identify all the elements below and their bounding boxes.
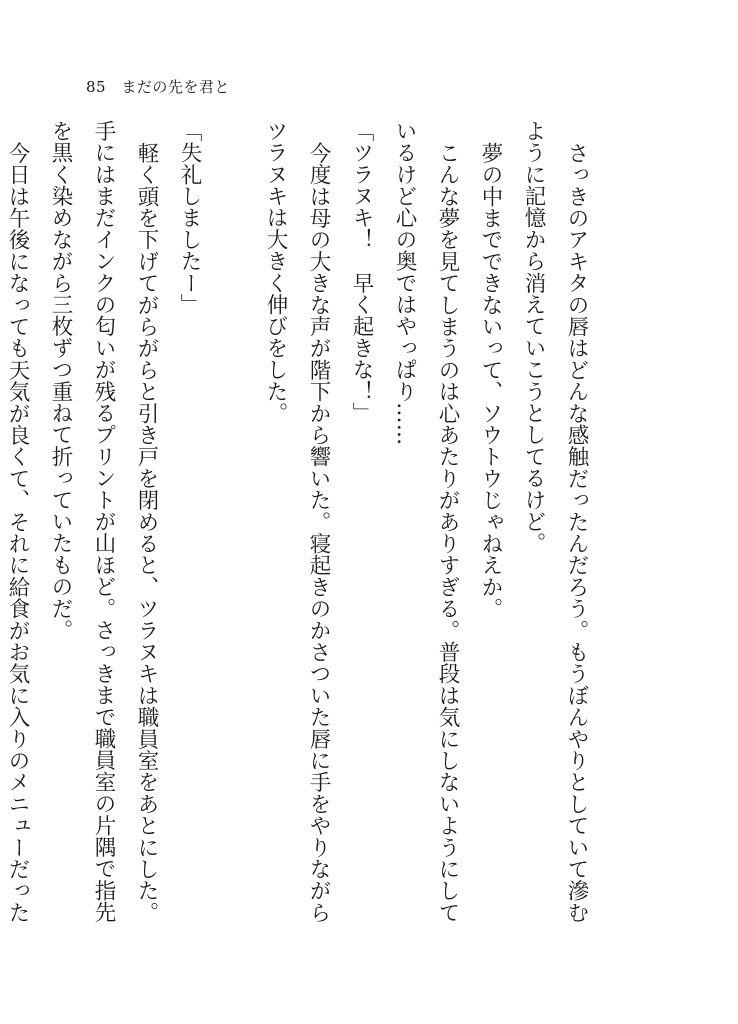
paragraph-2: 夢の中までできないって、ソウトウじゃねえか。 <box>478 141 503 619</box>
chapter-title: まだの先を君と <box>121 78 230 96</box>
paragraph-1: さっきのアキタの唇はどんな感触だったんだろう。もうぼんやりとしていて滲むように記憶から消えていこうとしてるけど。 <box>521 120 589 923</box>
page-number: 85 <box>86 78 107 96</box>
paragraph-9: 今日は午後になっても天気が良くて、それに給食がお気に入りのメニューだった <box>5 141 30 923</box>
section-break <box>211 120 254 940</box>
paragraph-8: 軽く頭を下げてがらがらと引き戸を閉めると、ツラヌキは職員室をあとにした。手にはまだインクの匂いが残るプリントが山ほど。さっきまで職員室の片隅で指先を黒く染めながら三枚ずつ重ねて折っていたものだ。 <box>48 120 159 923</box>
running-head <box>86 76 230 97</box>
dialogue-wake-up: 「ツラヌキ！ 早く起きな！」 <box>349 120 374 424</box>
paragraph-3: こんな夢を見てしまうのは心あたりがありすぎる。普段は気にしないようにしているけど心の奥ではやっぱり…… <box>392 120 460 923</box>
body-text <box>5 120 598 940</box>
dialogue-excuse-me: 「失礼しましたー」 <box>177 120 202 316</box>
paragraph-5: 今度は母の大きな声が階下から響いた。寝起きのかさついた唇に手をやりながらツラヌキは大きく伸びをした。 <box>263 120 331 923</box>
